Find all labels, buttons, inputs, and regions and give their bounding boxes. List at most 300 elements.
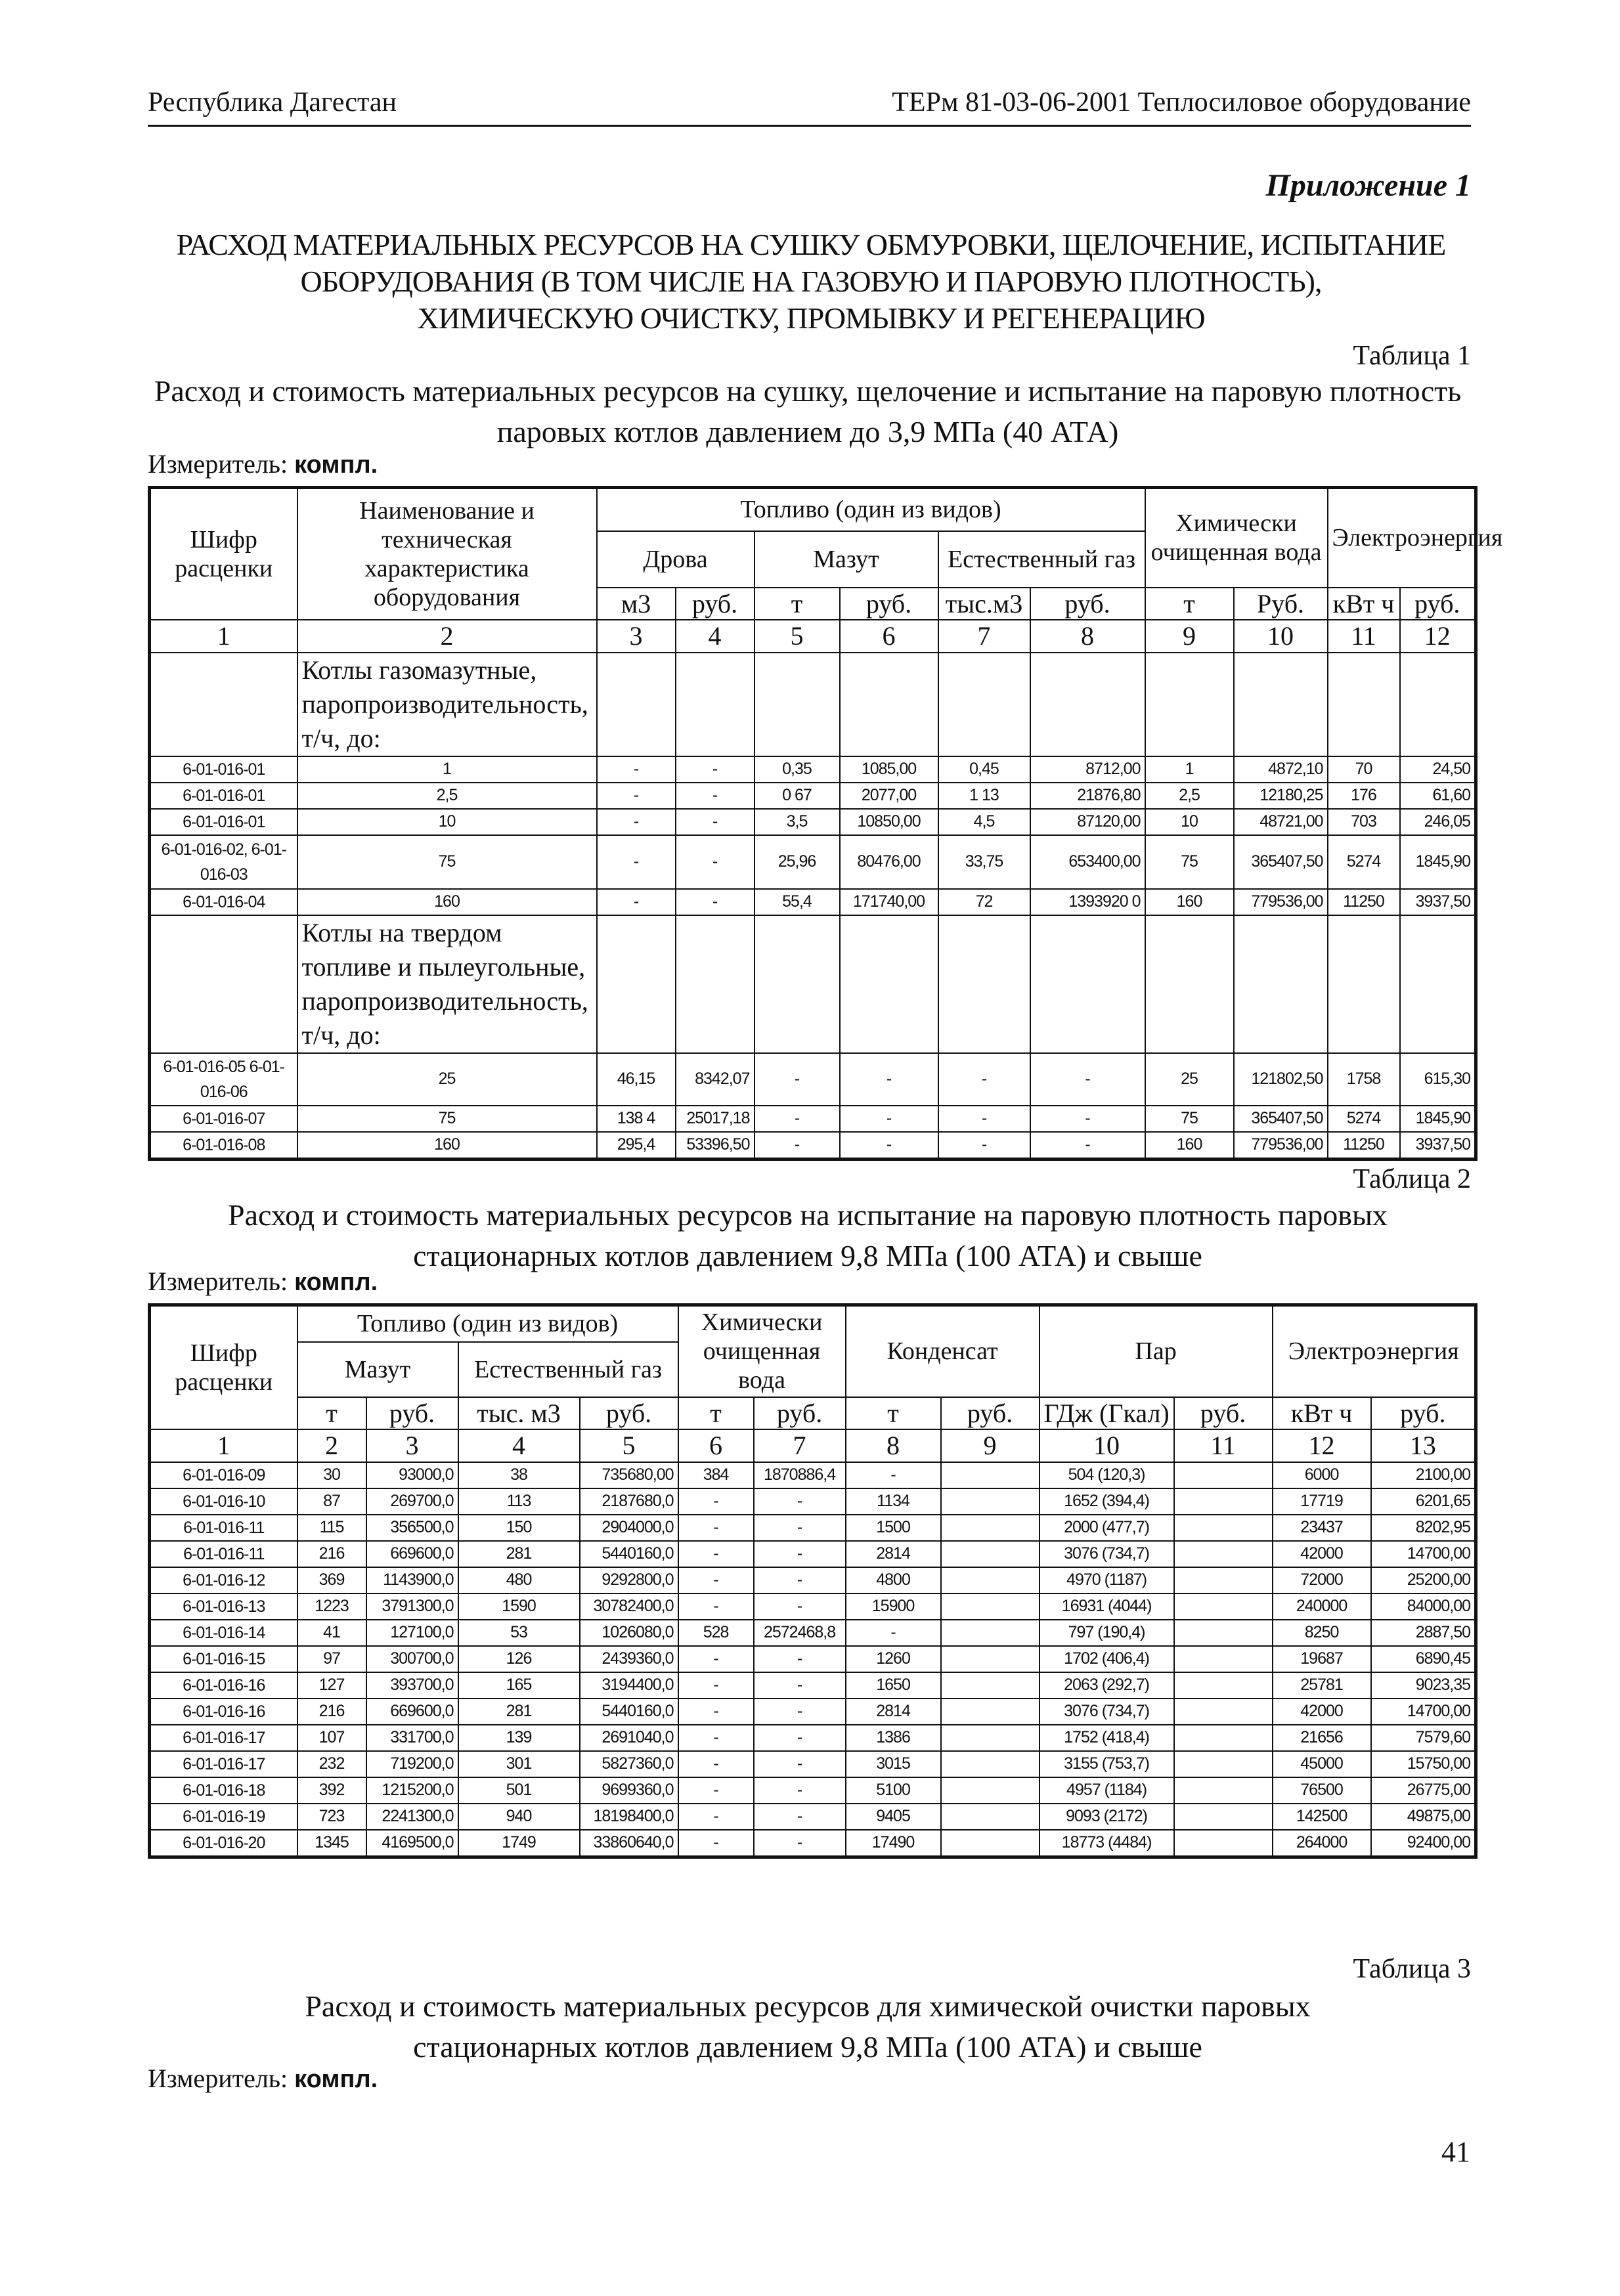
value-cell: 48721,00 [1234, 809, 1328, 835]
value-cell [1174, 1777, 1273, 1804]
value-cell: 2187680,0 [580, 1488, 678, 1515]
unit-cell: т [846, 1397, 941, 1429]
table-row [150, 1777, 1476, 1804]
table-row [150, 1106, 1476, 1132]
main-title [158, 227, 1464, 337]
table-row [150, 1593, 1476, 1620]
value-cell: - [754, 1646, 846, 1672]
value-cell: - [754, 1804, 846, 1830]
value-cell: 165 [458, 1672, 580, 1699]
value-cell: 126 [458, 1646, 580, 1672]
col-number: 12 [1400, 620, 1476, 653]
col-header-condensate: Конденсат [846, 1305, 1040, 1397]
table-row [150, 783, 1476, 809]
value-cell: 8712,00 [1030, 756, 1145, 783]
value-cell: 1386 [846, 1725, 941, 1751]
table2-number-row [150, 1429, 1476, 1462]
value-cell: 281 [458, 1699, 580, 1725]
col-number: 13 [1371, 1429, 1476, 1462]
value-cell: 4872,10 [1234, 756, 1328, 783]
value-cell: 160 [297, 1132, 597, 1159]
value-cell: 365407,50 [1234, 835, 1328, 889]
code-cell: 6-01-016-11 [150, 1515, 297, 1541]
col-number: 5 [755, 620, 840, 653]
table3-title [151, 1986, 1464, 2068]
value-cell [941, 1804, 1040, 1830]
value-cell: - [597, 835, 676, 889]
col-header-fuel: Топливо (один из видов) [297, 1305, 678, 1342]
value-cell: 3937,50 [1400, 889, 1476, 915]
code-cell: 6-01-016-17 [150, 1725, 297, 1751]
value-cell: - [678, 1830, 754, 1857]
value-cell: 2572468,8 [754, 1620, 846, 1646]
value-cell: 70 [1328, 756, 1400, 783]
code-cell: 6-01-016-10 [150, 1488, 297, 1515]
value-cell: 232 [297, 1751, 366, 1777]
col-number: 9 [941, 1429, 1040, 1462]
value-cell [1174, 1462, 1273, 1488]
value-cell: 723 [297, 1804, 366, 1830]
table2-title [151, 1195, 1464, 1276]
main-title-line: ОБОРУДОВАНИЯ (В ТОМ ЧИСЛЕ НА ГАЗОВУЮ И ПАРОВУЮ ПЛОТНОСТЬ), [300, 265, 1322, 298]
col-number: 9 [1145, 620, 1234, 653]
value-cell: - [754, 1541, 846, 1567]
value-cell: - [846, 1620, 941, 1646]
value-cell: 30782400,0 [580, 1593, 678, 1620]
code-cell: 6-01-016-17 [150, 1751, 297, 1777]
value-cell: - [597, 809, 676, 835]
value-cell: 1845,90 [1400, 1106, 1476, 1132]
table2-title-line: стационарных котлов давлением 9,8 МПа (100 АТА) и свыше [413, 1239, 1202, 1272]
value-cell: - [678, 1515, 754, 1541]
value-cell: 3,5 [755, 809, 840, 835]
table1-title-line: паровых котлов давлением до 3,9 МПа (40 АТА) [496, 415, 1119, 448]
value-cell [941, 1567, 1040, 1593]
measure-label: Измеритель: [148, 2064, 288, 2093]
empty-cell [938, 915, 1030, 1053]
value-cell: 9292800,0 [580, 1567, 678, 1593]
value-cell: - [1030, 1053, 1145, 1106]
value-cell: 11250 [1328, 889, 1400, 915]
value-cell: 12180,25 [1234, 783, 1328, 809]
value-cell: - [840, 1106, 938, 1132]
value-cell: 0,35 [755, 756, 840, 783]
col-header-fuel: Топливо (один из видов) [597, 488, 1145, 531]
code-cell: 6-01-016-12 [150, 1567, 297, 1593]
value-cell [941, 1699, 1040, 1725]
table-row [150, 889, 1476, 915]
value-cell: 5440160,0 [580, 1699, 678, 1725]
unit-cell: руб. [1400, 588, 1476, 620]
value-cell: 142500 [1273, 1804, 1371, 1830]
value-cell: - [754, 1515, 846, 1541]
table1-measure [148, 448, 378, 479]
code-cell: 6-01-016-15 [150, 1646, 297, 1672]
page-number: 41 [1441, 2136, 1470, 2168]
value-cell: 6000 [1273, 1462, 1371, 1488]
table2-body [150, 1462, 1476, 1857]
value-cell: 80476,00 [840, 835, 938, 889]
value-cell: 281 [458, 1541, 580, 1567]
main-title-line: ХИМИЧЕСКУЮ ОЧИСТКУ, ПРОМЫВКУ И РЕГЕНЕРАЦИЮ [417, 301, 1205, 335]
value-cell: 2000 (477,7) [1040, 1515, 1174, 1541]
table1-body-boilers-gas [150, 756, 1476, 915]
value-cell: 115 [297, 1515, 366, 1541]
value-cell: 16931 (4044) [1040, 1593, 1174, 1620]
table1-header-row [150, 488, 1476, 531]
value-cell: - [676, 809, 755, 835]
col-header-power: Электроэнергия [1328, 488, 1476, 588]
unit-cell: кВт ч [1273, 1397, 1371, 1429]
table-row [150, 1541, 1476, 1567]
table-row [150, 1804, 1476, 1830]
col-number: 4 [676, 620, 755, 653]
value-cell: - [754, 1725, 846, 1751]
empty-cell [755, 653, 840, 756]
empty-cell [755, 915, 840, 1053]
value-cell: 121802,50 [1234, 1053, 1328, 1106]
value-cell: - [1030, 1132, 1145, 1159]
col-number: 11 [1328, 620, 1400, 653]
value-cell: 15900 [846, 1593, 941, 1620]
value-cell: 17490 [846, 1830, 941, 1857]
table3-title-line: стационарных котлов давлением 9,8 МПа (100 АТА) и свыше [413, 2030, 1202, 2064]
table2-measure [148, 1266, 378, 1297]
table-row [150, 1515, 1476, 1541]
value-cell: 384 [678, 1462, 754, 1488]
value-cell: 2,5 [1145, 783, 1234, 809]
unit-cell: руб. [754, 1397, 846, 1429]
value-cell: 1143900,0 [366, 1567, 458, 1593]
value-cell: 2241300,0 [366, 1804, 458, 1830]
value-cell: - [678, 1541, 754, 1567]
value-cell [941, 1515, 1040, 1541]
value-cell: 75 [1145, 1106, 1234, 1132]
value-cell: 25200,00 [1371, 1567, 1476, 1593]
table3-measure [148, 2063, 378, 2094]
col-number: 7 [754, 1429, 846, 1462]
col-number: 3 [366, 1429, 458, 1462]
value-cell: 42000 [1273, 1699, 1371, 1725]
value-cell: 2,5 [297, 783, 597, 809]
col-number: 1 [150, 620, 297, 653]
unit-cell: руб. [1174, 1397, 1273, 1429]
unit-cell: т [297, 1397, 366, 1429]
value-cell: - [678, 1725, 754, 1751]
value-cell: 93000,0 [366, 1462, 458, 1488]
value-cell: 1749 [458, 1830, 580, 1857]
table2-title-line: Расход и стоимость материальных ресурсов на испытание на паровую плотность паровых [228, 1198, 1388, 1232]
value-cell: 72000 [1273, 1567, 1371, 1593]
value-cell [1174, 1804, 1273, 1830]
table-row [150, 1725, 1476, 1751]
value-cell: 4169500,0 [366, 1830, 458, 1857]
value-cell: 97 [297, 1646, 366, 1672]
value-cell: 17719 [1273, 1488, 1371, 1515]
col-header-water: Химически очищенная вода [1145, 488, 1328, 588]
value-cell: 127100,0 [366, 1620, 458, 1646]
running-header [148, 87, 1471, 127]
code-cell: 6-01-016-01 [150, 809, 297, 835]
empty-cell [676, 915, 755, 1053]
col-number: 10 [1040, 1429, 1174, 1462]
unit-cell: т [678, 1397, 754, 1429]
value-cell: 176 [1328, 783, 1400, 809]
value-cell [941, 1488, 1040, 1515]
measure-unit: компл. [294, 451, 378, 479]
value-cell: 75 [297, 1106, 597, 1132]
value-cell: 9699360,0 [580, 1777, 678, 1804]
code-cell: 6-01-016-05 6-01-016-06 [150, 1053, 297, 1106]
value-cell: 1345 [297, 1830, 366, 1857]
value-cell: 6201,65 [1371, 1488, 1476, 1515]
code-cell: 6-01-016-14 [150, 1620, 297, 1646]
value-cell: 240000 [1273, 1593, 1371, 1620]
value-cell: 1590 [458, 1593, 580, 1620]
value-cell: 480 [458, 1567, 580, 1593]
table1-section-row [150, 915, 1476, 1053]
empty-cell [1030, 915, 1145, 1053]
value-cell: 19687 [1273, 1646, 1371, 1672]
value-cell: - [938, 1053, 1030, 1106]
code-cell: 6-01-016-16 [150, 1672, 297, 1699]
unit-cell: руб. [366, 1397, 458, 1429]
value-cell: 703 [1328, 809, 1400, 835]
value-cell: 669600,0 [366, 1541, 458, 1567]
value-cell: 1870886,4 [754, 1462, 846, 1488]
value-cell: 797 (190,4) [1040, 1620, 1174, 1646]
table1-label: Таблица 1 [1353, 341, 1471, 371]
code-cell: 6-01-016-13 [150, 1593, 297, 1620]
col-number: 6 [840, 620, 938, 653]
value-cell: - [597, 783, 676, 809]
value-cell: - [678, 1567, 754, 1593]
value-cell: 1650 [846, 1672, 941, 1699]
table-row [150, 809, 1476, 835]
unit-cell: Руб. [1234, 588, 1328, 620]
value-cell: 21656 [1273, 1725, 1371, 1751]
unit-cell: руб. [676, 588, 755, 620]
measure-label: Измеритель: [148, 1267, 288, 1296]
value-cell: 735680,00 [580, 1462, 678, 1488]
value-cell: - [840, 1053, 938, 1106]
value-cell: 38 [458, 1462, 580, 1488]
value-cell: 1393920 0 [1030, 889, 1145, 915]
value-cell: 2887,50 [1371, 1620, 1476, 1646]
value-cell: 14700,00 [1371, 1541, 1476, 1567]
value-cell: 42000 [1273, 1541, 1371, 1567]
empty-cell [1400, 915, 1476, 1053]
value-cell [1174, 1725, 1273, 1751]
value-cell: 2904000,0 [580, 1515, 678, 1541]
unit-cell: ГДж (Гкал) [1040, 1397, 1174, 1429]
table-row [150, 1672, 1476, 1699]
value-cell: 1758 [1328, 1053, 1400, 1106]
header-region: Республика Дагестан [148, 87, 397, 118]
value-cell: 1215200,0 [366, 1777, 458, 1804]
col-header-mazut: Мазут [755, 531, 938, 588]
value-cell: 160 [1145, 889, 1234, 915]
main-title-line: РАСХОД МАТЕРИАЛЬНЫХ РЕСУРСОВ НА СУШКУ ОБМУРОВКИ, ЩЕЛОЧЕНИЕ, ИСПЫТАНИЕ [176, 228, 1446, 261]
value-cell: 3015 [846, 1751, 941, 1777]
measure-unit: компл. [294, 2066, 378, 2093]
value-cell: 1702 (406,4) [1040, 1646, 1174, 1672]
col-number: 2 [297, 1429, 366, 1462]
value-cell: 301 [458, 1751, 580, 1777]
value-cell: 25017,18 [676, 1106, 755, 1132]
code-cell: 6-01-016-02, 6-01-016-03 [150, 835, 297, 889]
value-cell: 1 [1145, 756, 1234, 783]
value-cell: 356500,0 [366, 1515, 458, 1541]
value-cell: 2691040,0 [580, 1725, 678, 1751]
value-cell: 295,4 [597, 1132, 676, 1159]
value-cell: 53396,50 [676, 1132, 755, 1159]
table3-title-line: Расход и стоимость материальных ресурсов для химической очистки паровых [305, 1989, 1311, 2023]
value-cell: 1026080,0 [580, 1620, 678, 1646]
value-cell: - [678, 1646, 754, 1672]
value-cell: 25781 [1273, 1672, 1371, 1699]
value-cell: - [938, 1106, 1030, 1132]
unit-cell: руб. [1371, 1397, 1476, 1429]
col-header-gas: Естественный газ [458, 1342, 678, 1397]
value-cell: 269700,0 [366, 1488, 458, 1515]
table-row [150, 1488, 1476, 1515]
value-cell: - [846, 1462, 941, 1488]
value-cell: 3791300,0 [366, 1593, 458, 1620]
code-cell: 6-01-016-19 [150, 1804, 297, 1830]
value-cell [941, 1830, 1040, 1857]
col-header-code: Шифр расценки [150, 1305, 297, 1429]
value-cell: - [754, 1672, 846, 1699]
value-cell [941, 1725, 1040, 1751]
value-cell: 528 [678, 1620, 754, 1646]
col-header-wood: Дрова [597, 531, 755, 588]
value-cell: 0,45 [938, 756, 1030, 783]
value-cell: 160 [297, 889, 597, 915]
value-cell: 1 13 [938, 783, 1030, 809]
value-cell: 300700,0 [366, 1646, 458, 1672]
value-cell: 2063 (292,7) [1040, 1672, 1174, 1699]
value-cell: 392 [297, 1777, 366, 1804]
col-number: 4 [458, 1429, 580, 1462]
table2 [148, 1303, 1478, 1859]
value-cell: - [678, 1699, 754, 1725]
empty-cell [597, 653, 676, 756]
value-cell: 18198400,0 [580, 1804, 678, 1830]
table-row [150, 835, 1476, 889]
code-cell: 6-01-016-18 [150, 1777, 297, 1804]
empty-cell [1234, 653, 1328, 756]
code-cell: 6-01-016-01 [150, 756, 297, 783]
value-cell: 76500 [1273, 1777, 1371, 1804]
value-cell: 5274 [1328, 1106, 1400, 1132]
code-cell: 6-01-016-01 [150, 783, 297, 809]
empty-cell [840, 653, 938, 756]
value-cell [941, 1462, 1040, 1488]
empty-cell [150, 653, 297, 756]
value-cell: 92400,00 [1371, 1830, 1476, 1857]
value-cell: 5440160,0 [580, 1541, 678, 1567]
table1 [148, 486, 1503, 1161]
value-cell: 5827360,0 [580, 1751, 678, 1777]
value-cell [1174, 1699, 1273, 1725]
value-cell: 49875,00 [1371, 1804, 1476, 1830]
value-cell: 107 [297, 1725, 366, 1751]
value-cell: 10850,00 [840, 809, 938, 835]
value-cell: 2814 [846, 1541, 941, 1567]
empty-cell [1328, 653, 1400, 756]
value-cell: - [678, 1593, 754, 1620]
value-cell: 3076 (734,7) [1040, 1541, 1174, 1567]
table-row [150, 1620, 1476, 1646]
value-cell: - [597, 889, 676, 915]
col-header-gas: Естественный газ [938, 531, 1145, 588]
value-cell: 504 (120,3) [1040, 1462, 1174, 1488]
value-cell: 9405 [846, 1804, 941, 1830]
value-cell: - [754, 1593, 846, 1620]
unit-cell: тыс. м3 [458, 1397, 580, 1429]
value-cell: - [754, 1488, 846, 1515]
value-cell: 1134 [846, 1488, 941, 1515]
value-cell: 1085,00 [840, 756, 938, 783]
section-title: Котлы газомазутные, паропроизводительность, т/ч, до: [297, 653, 597, 756]
value-cell: - [938, 1132, 1030, 1159]
table1-body-boilers-solid [150, 1053, 1476, 1159]
value-cell: 0 67 [755, 783, 840, 809]
header-document-code: ТЕРм 81-03-06-2001 Теплосиловое оборудование [892, 87, 1471, 118]
value-cell: 393700,0 [366, 1672, 458, 1699]
value-cell [1174, 1567, 1273, 1593]
value-cell: 72 [938, 889, 1030, 915]
table1-title [151, 371, 1464, 452]
value-cell: 1260 [846, 1646, 941, 1672]
value-cell: - [676, 756, 755, 783]
value-cell: 75 [297, 835, 597, 889]
empty-cell [676, 653, 755, 756]
value-cell: 127 [297, 1672, 366, 1699]
value-cell: 216 [297, 1541, 366, 1567]
col-number: 1 [150, 1429, 297, 1462]
value-cell: 87 [297, 1488, 366, 1515]
value-cell: - [755, 1132, 840, 1159]
code-cell: 6-01-016-04 [150, 889, 297, 915]
measure-label: Измеритель: [148, 449, 288, 479]
value-cell: 33860640,0 [580, 1830, 678, 1857]
empty-cell [840, 915, 938, 1053]
value-cell: 30 [297, 1462, 366, 1488]
code-cell: 6-01-016-11 [150, 1541, 297, 1567]
value-cell: 331700,0 [366, 1725, 458, 1751]
unit-cell: руб. [941, 1397, 1040, 1429]
value-cell [1174, 1515, 1273, 1541]
value-cell: 615,30 [1400, 1053, 1476, 1106]
value-cell: 3076 (734,7) [1040, 1699, 1174, 1725]
value-cell: 1500 [846, 1515, 941, 1541]
value-cell: 779536,00 [1234, 1132, 1328, 1159]
value-cell: 4970 (1187) [1040, 1567, 1174, 1593]
table-row [150, 1699, 1476, 1725]
col-number: 2 [297, 620, 597, 653]
empty-cell [150, 915, 297, 1053]
value-cell: - [755, 1053, 840, 1106]
value-cell: 264000 [1273, 1830, 1371, 1857]
value-cell: - [755, 1106, 840, 1132]
value-cell: 940 [458, 1804, 580, 1830]
value-cell: 33,75 [938, 835, 1030, 889]
value-cell: 46,15 [597, 1053, 676, 1106]
value-cell: - [678, 1777, 754, 1804]
value-cell: 14700,00 [1371, 1699, 1476, 1725]
